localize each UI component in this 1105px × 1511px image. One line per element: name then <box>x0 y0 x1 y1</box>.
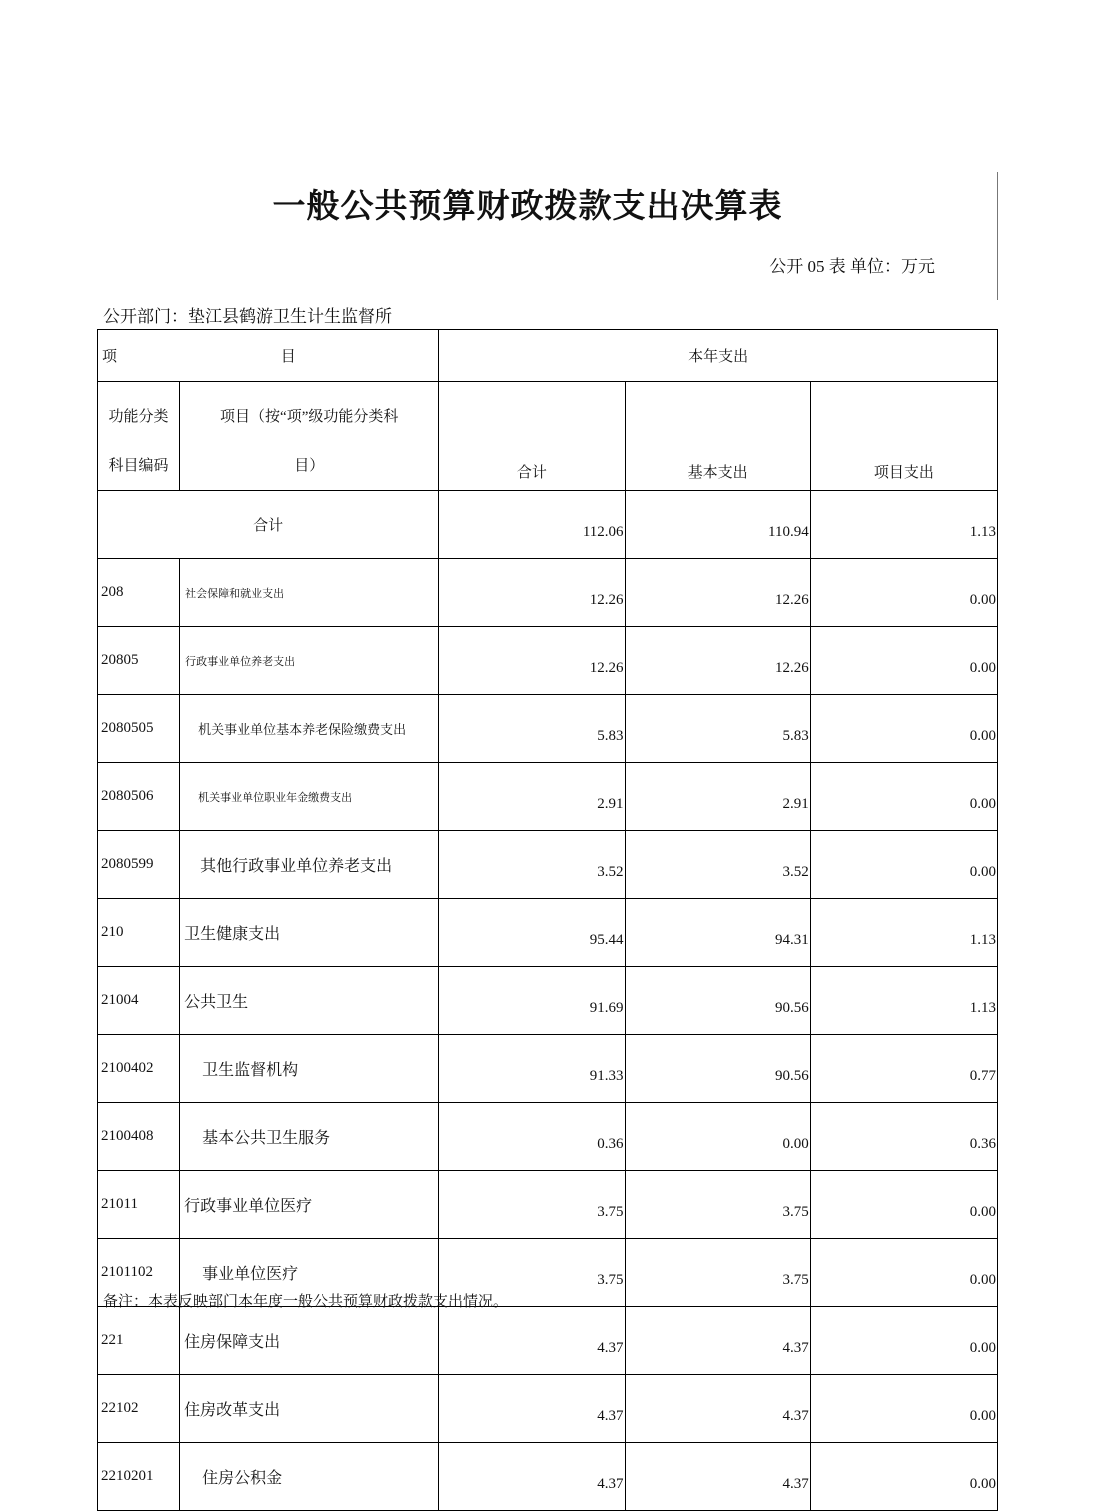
row-basic: 90.56 <box>625 1035 810 1103</box>
table-row <box>98 1443 998 1511</box>
row-project: 0.00 <box>810 763 997 831</box>
table-row <box>98 695 998 763</box>
row-project: 0.00 <box>810 1443 997 1511</box>
row-name: 住房公积金 <box>180 1443 439 1511</box>
table-row <box>98 1375 998 1443</box>
header-item-cell <box>98 330 439 382</box>
row-code: 2080599 <box>98 831 180 899</box>
row-basic: 3.52 <box>625 831 810 899</box>
header-item: 项 <box>102 349 118 365</box>
header-total: 合计 <box>439 382 625 491</box>
row-total: 91.33 <box>439 1035 625 1103</box>
row-basic: 90.56 <box>625 967 810 1035</box>
row-code: 2100408 <box>98 1103 180 1171</box>
row-name: 卫生监督机构 <box>180 1035 439 1103</box>
total-project: 1.13 <box>810 491 997 559</box>
row-code: 20805 <box>98 627 180 695</box>
row-project: 0.00 <box>810 1375 997 1443</box>
row-name: 公共卫生 <box>180 967 439 1035</box>
total-amount: 112.06 <box>439 491 625 559</box>
row-code: 2100402 <box>98 1035 180 1103</box>
header-row <box>98 382 998 491</box>
header-current-year: 本年支出 <box>439 330 998 382</box>
table-row <box>98 899 998 967</box>
row-total: 3.52 <box>439 831 625 899</box>
row-name: 卫生健康支出 <box>180 899 439 967</box>
department-label: 公开部门：垫江县鹤游卫生计生监督所 <box>103 307 392 326</box>
total-row <box>98 491 998 559</box>
total-basic: 110.94 <box>625 491 810 559</box>
row-basic: 2.91 <box>625 763 810 831</box>
row-project: 0.00 <box>810 1171 997 1239</box>
row-code: 21004 <box>98 967 180 1035</box>
row-name: 行政事业单位医疗 <box>180 1171 439 1239</box>
row-project: 1.13 <box>810 967 997 1035</box>
row-basic: 12.26 <box>625 559 810 627</box>
row-code: 221 <box>98 1307 180 1375</box>
row-basic: 4.37 <box>625 1375 810 1443</box>
row-name: 机关事业单位基本养老保险缴费支出 <box>180 695 439 763</box>
header-func-code-line2: 科目编码 <box>108 458 169 474</box>
row-name: 社会保障和就业支出 <box>180 559 439 627</box>
row-name: 住房保障支出 <box>180 1307 439 1375</box>
table-row <box>98 1103 998 1171</box>
row-basic: 0.00 <box>625 1103 810 1171</box>
row-project: 0.00 <box>810 559 997 627</box>
table-row <box>98 1307 998 1375</box>
row-name: 住房改革支出 <box>180 1375 439 1443</box>
row-name: 事业单位医疗 <box>180 1239 439 1307</box>
row-basic: 3.75 <box>625 1171 810 1239</box>
row-project: 0.77 <box>810 1035 997 1103</box>
header-func-code-line1: 功能分类 <box>108 409 169 425</box>
table-row <box>98 831 998 899</box>
row-name: 行政事业单位养老支出 <box>180 627 439 695</box>
header-project-line1: 项目（按“项”级功能分类科 <box>220 409 399 425</box>
row-project: 0.00 <box>810 627 997 695</box>
footnote: 备注：本表反映部门本年度一般公共预算财政拨款支出情况。 <box>103 1294 509 1310</box>
row-total: 0.36 <box>439 1103 625 1171</box>
header-basic: 基本支出 <box>625 382 810 491</box>
row-name: 机关事业单位职业年金缴费支出 <box>180 763 439 831</box>
header-func-code <box>98 382 180 491</box>
total-label: 合计 <box>98 491 439 559</box>
row-total: 95.44 <box>439 899 625 967</box>
header-row <box>98 330 998 382</box>
row-code: 210 <box>98 899 180 967</box>
row-total: 2.91 <box>439 763 625 831</box>
row-basic: 5.83 <box>625 695 810 763</box>
row-total: 3.75 <box>439 1171 625 1239</box>
row-project: 1.13 <box>810 899 997 967</box>
row-code: 2101102 <box>98 1239 180 1307</box>
row-code: 2080506 <box>98 763 180 831</box>
page-title: 一般公共预算财政拨款支出决算表 <box>272 186 783 225</box>
expenditure-table <box>97 329 998 1511</box>
row-basic: 3.75 <box>625 1239 810 1307</box>
row-basic: 4.37 <box>625 1443 810 1511</box>
row-total: 3.75 <box>439 1239 625 1307</box>
row-code: 22102 <box>98 1375 180 1443</box>
table-row <box>98 763 998 831</box>
table-row <box>98 967 998 1035</box>
row-total: 12.26 <box>439 627 625 695</box>
header-item-2: 目 <box>280 349 296 365</box>
row-project: 0.00 <box>810 695 997 763</box>
header-project <box>180 382 439 491</box>
row-total: 12.26 <box>439 559 625 627</box>
header-project-expense: 项目支出 <box>810 382 997 491</box>
row-code: 2080505 <box>98 695 180 763</box>
row-total: 4.37 <box>439 1307 625 1375</box>
row-project: 0.36 <box>810 1103 997 1171</box>
table-row <box>98 1035 998 1103</box>
table-row <box>98 1171 998 1239</box>
row-project: 0.00 <box>810 1307 997 1375</box>
table-unit-label: 公开 05 表 单位：万元 <box>769 257 935 276</box>
row-basic: 4.37 <box>625 1307 810 1375</box>
row-basic: 12.26 <box>625 627 810 695</box>
table-row <box>98 627 998 695</box>
row-total: 91.69 <box>439 967 625 1035</box>
row-name: 基本公共卫生服务 <box>180 1103 439 1171</box>
row-name: 其他行政事业单位养老支出 <box>180 831 439 899</box>
row-project: 0.00 <box>810 1239 997 1307</box>
row-basic: 94.31 <box>625 899 810 967</box>
row-total: 4.37 <box>439 1443 625 1511</box>
row-total: 4.37 <box>439 1375 625 1443</box>
row-code: 2210201 <box>98 1443 180 1511</box>
row-project: 0.00 <box>810 831 997 899</box>
header-project-line2: 目） <box>294 458 325 474</box>
table-row <box>98 559 998 627</box>
row-total: 5.83 <box>439 695 625 763</box>
row-code: 208 <box>98 559 180 627</box>
row-code: 21011 <box>98 1171 180 1239</box>
